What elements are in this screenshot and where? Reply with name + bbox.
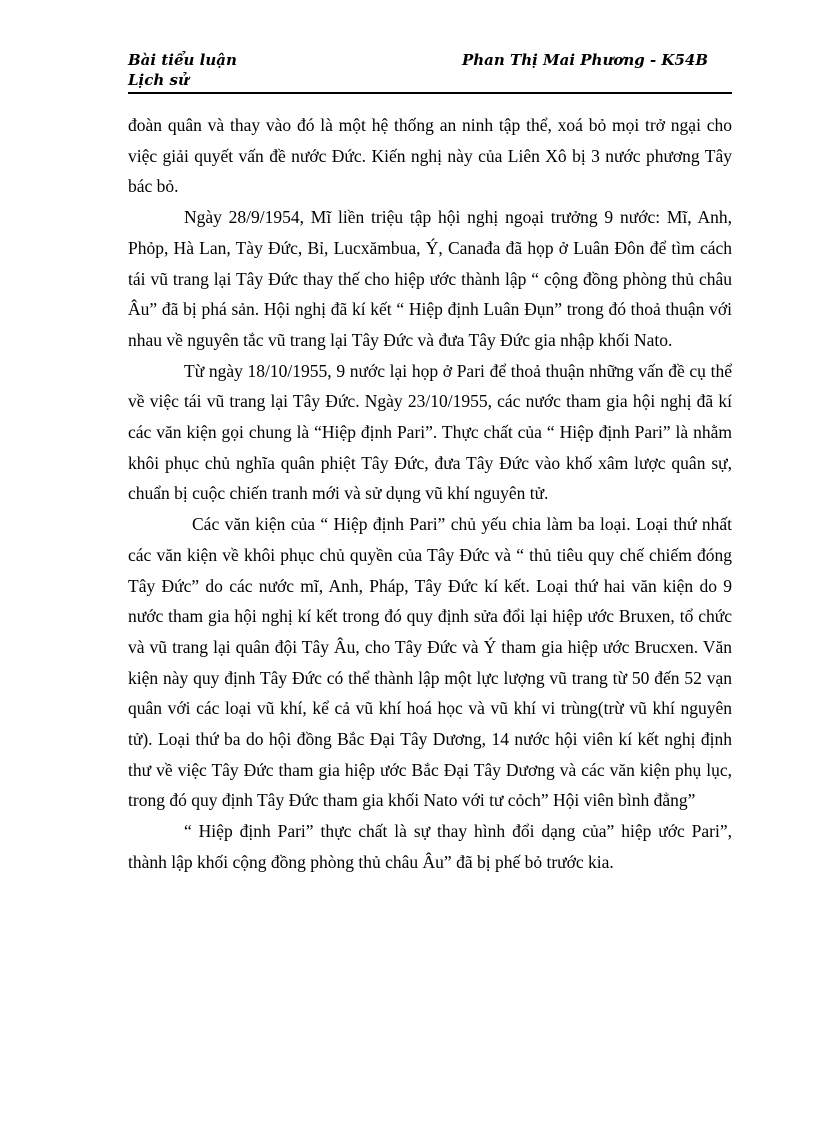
header-subject: Lịch sử: [128, 71, 189, 89]
header-author: Phan Thị Mai Phương - K54B: [462, 51, 709, 69]
paragraph-london-conference: Ngày 28/9/1954, Mĩ liền triệu tập hội nghị ngoại trưởng 9 nước: Mĩ, Anh, Phỏp, Hà Lan, Tày Đức, Bỉ, Lucxămbua, Ý, Canađa đã họp ở Luân Đôn để tìm cách tái vũ trang lại Tây Đức thay thế cho hiệp ước thành lập “ cộng đồng phòng thủ châu Âu” đã bị phá sản. Hội nghị đã kí kết “ Hiệp định Luân Đụn” trong đó thoả thuận với nhau về nguyên tắc vũ trang lại Tây Đức và đưa Tây Đức gia nhập khối Nato.: [128, 207, 732, 350]
document-body: [128, 110, 732, 878]
paragraph-paris-essence: “ Hiệp định Pari” thực chất là sự thay hình đổi dạng của” hiệp ước Pari”, thành lập khối cộng đồng phòng thủ châu Âu” đã bị phế bỏ trước kia.: [128, 821, 732, 872]
paragraph-paris-documents: Các văn kiện của “ Hiệp định Pari” chủ yếu chia làm ba loại. Loại thứ nhất các văn kiện về khôi phục chủ quyền của Tây Đức và “ thủ tiêu quy chế chiếm đóng Tây Đức” do các nước mĩ, Anh, Pháp, Tây Đức kí kết. Loại thứ hai văn kiện do 9 nước tham gia hội nghị kí kết trong đó quy định sửa đổi lại hiệp ước Bruxen, tổ chức và vũ trang lại quân đội Tây Âu, cho Tây Đức và Ý tham gia hiệp ước Brucxen. Văn kiện này quy định Tây Đức có thể thành lập một lực lượng vũ trang từ 50 đến 52 vạn quân với các loại vũ khí, kể cả vũ khí hoá học và vũ khí vi trùng(trừ vũ khí nguyên tử). Loại thứ ba do hội đồng Bắc Đại Tây Dương, 14 nước hội viên kí kết nghị định thư về việc Tây Đức tham gia hiệp ước Bắc Đại Tây Dương và các văn kiện phụ lục, trong đó quy định Tây Đức tham gia khối Nato với tư cỏch” Hội viên bình đẳng”: [128, 514, 732, 811]
page-header: [128, 50, 732, 94]
paragraph-continuation: đoàn quân và thay vào đó là một hệ thống an ninh tập thể, xoá bỏ mọi trở ngại cho việc giải quyết vấn đề nước Đức. Kiến nghị này của Liên Xô bị 3 nước phương Tây bác bỏ.: [128, 115, 732, 197]
header-document-type: Bài tiểu luận: [128, 51, 237, 69]
paragraph-paris-conference: Từ ngày 18/10/1955, 9 nước lại họp ở Pari để thoả thuận những vấn đề cụ thể về việc tái vũ trang lại Tây Đức. Ngày 23/10/1955, các nước tham gia hội nghị đã kí các văn kiện gọi chung là “Hiệp định Pari”. Thực chất của “ Hiệp định Pari” là nhằm khôi phục chủ nghĩa quân phiệt Tây Đức, đưa Tây Đức vào khố xâm lược quân sự, chuẩn bị cuộc chiến tranh mới và sử dụng vũ khí nguyên tử.: [128, 360, 732, 504]
